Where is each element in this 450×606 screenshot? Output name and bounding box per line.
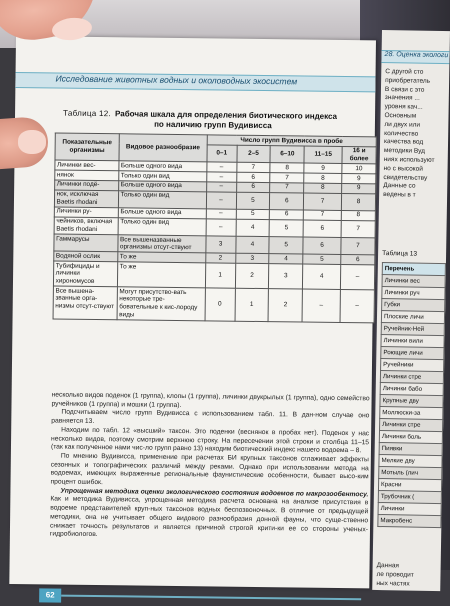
index-value-cell: 1 (205, 263, 235, 288)
text-line: Данные со (383, 182, 416, 190)
text-line: С другой сто (385, 68, 424, 76)
right-table-row (382, 287, 445, 300)
index-value-cell: 2 (205, 253, 235, 263)
index-value-cell: 6 (341, 255, 375, 265)
organism-cell: Тубифициды и личинки хирономусов (53, 261, 117, 287)
index-value-cell: 8 (341, 210, 375, 220)
index-value-cell: 7 (341, 238, 375, 256)
diversity-cell: То же (117, 262, 205, 288)
range-header: 6–10 (270, 145, 304, 163)
right-table-row (381, 311, 444, 324)
right-table-row (378, 503, 441, 516)
text-line: количество (384, 129, 419, 138)
page-number: 62 (39, 588, 61, 602)
index-value-cell: 6 (236, 172, 270, 182)
right-table-row (381, 347, 444, 360)
table-title (63, 109, 363, 133)
index-value-cell: 7 (303, 210, 341, 220)
right-table-row (382, 275, 445, 288)
right-table-cell: Личинки стре (380, 419, 443, 432)
index-value-cell: – (206, 182, 236, 192)
table-row (53, 286, 374, 322)
index-value-cell: 6 (270, 209, 304, 219)
right-table-row (380, 383, 443, 396)
right-table-title: Таблица 13 (382, 250, 418, 258)
organism-cell: Все вышена-званные орга-низмы отсут-ствуют (53, 286, 117, 319)
diversity-cell: Все вышеназванные организмы отсут-ствуют (118, 235, 206, 253)
paragraph: Подсчитываем число групп Вудивисса с использованием табл. 11. В дан-ном случае оно равняется 13. (51, 408, 370, 426)
right-table-row (380, 395, 443, 408)
right-table-cell: Моллюски-за (380, 407, 443, 420)
organism-cell: чейников, включая Baetis rhodani (54, 217, 118, 235)
index-value-cell: 6 (270, 192, 304, 210)
index-value-cell: 8 (270, 163, 304, 173)
index-value-cell: 7 (304, 193, 342, 211)
right-table-cell: Ручейники (381, 359, 444, 372)
diversity-cell: Только один вид (118, 190, 206, 208)
index-value-cell: 7 (236, 162, 270, 172)
left-book-page (9, 36, 376, 600)
text-line: Основным (384, 112, 417, 120)
organism-cell: Водяной ослик (54, 251, 118, 262)
text-line: приобретатель (385, 76, 431, 85)
index-value-cell: 7 (270, 173, 304, 183)
range-header: 0–1 (207, 145, 237, 163)
index-value-cell: – (302, 289, 340, 322)
text-line: ных частях (376, 579, 410, 588)
index-value-cell: – (206, 209, 236, 219)
paragraph: Находим по табл. 12 «высший» таксон. Это поденки (веснянок в пробах нет). Поденок у нас несколько видов, поэтому смотрим верхнюю строку. На пересечении этой строки и столбца 11–15 (так как полученное нами чис-ло групп равно 13) находим биотический индекс нашего водоема – 8. (50, 426, 370, 455)
index-value-cell: 8 (304, 173, 342, 183)
right-table-row (381, 323, 444, 336)
right-table-cell: Макробенс (378, 515, 441, 528)
index-value-cell: – (340, 290, 374, 323)
organism-cell: нок, исключая Baetis rhodani (54, 189, 118, 207)
diversity-cell: Больше одного вида (118, 208, 206, 219)
col-head-groups: Число групп Вудивисса в пробе (207, 135, 376, 147)
index-value-cell: 6 (303, 220, 341, 238)
index-value-cell: 9 (342, 183, 376, 193)
text-line: уровня кач... (384, 103, 423, 111)
right-table-cell: Мелкие дву (379, 455, 442, 468)
right-table-row (378, 515, 441, 528)
right-table-row (380, 419, 443, 432)
range-header: 16 и более (342, 146, 376, 164)
index-value-cell: – (206, 191, 236, 209)
text-line: ведены в т (383, 191, 416, 199)
right-table-row (379, 467, 442, 480)
right-table-cell: Ручейник-Ней (381, 323, 444, 336)
right-table-row (382, 299, 445, 312)
index-value-cell: 4 (303, 264, 341, 289)
index-value-cell: 6 (236, 182, 270, 192)
right-table-row (378, 479, 441, 492)
text-line: качества вод (383, 138, 424, 147)
index-value-cell: – (207, 162, 237, 172)
organism-cell: нянок (55, 170, 119, 181)
text-line: свидетельству (383, 173, 428, 182)
index-value-cell: 7 (341, 220, 375, 238)
right-table-cell: Личинки вес (382, 275, 445, 288)
text-line: В связи с это (384, 85, 425, 94)
right-table-cell: Личинки бабо (380, 383, 443, 396)
index-value-cell: 9 (304, 163, 342, 173)
index-value-cell: 5 (236, 209, 270, 219)
index-value-cell: 5 (269, 237, 303, 255)
section-heading: Упрощенная методика оценки экологического состояния водоемов по макрозообентосу. (60, 487, 369, 499)
col-head-organisms: Показательные организмы (55, 133, 119, 161)
text-line: значения ... (384, 94, 420, 103)
text-line: ле проводит (376, 570, 414, 579)
index-value-cell: 4 (236, 219, 270, 237)
paragraph (50, 487, 369, 543)
index-value-cell: 2 (268, 289, 302, 322)
text-line: методики Вуд (383, 147, 425, 155)
table-subtitle: по наличию групп Вудивисса (154, 119, 272, 131)
index-value-cell: 10 (342, 164, 376, 174)
right-table-row (381, 335, 444, 348)
right-section-header: 28. Оценка экологи (384, 51, 449, 60)
organism-cell: Личинки подё- (55, 180, 119, 191)
fingernail-side (18, 130, 46, 154)
col-head-diversity: Видовое разнообразие (119, 134, 207, 162)
right-tail-text (376, 562, 440, 590)
right-table-cell: Плоские личи (381, 311, 444, 324)
right-table-cell: Личинки руч (382, 287, 445, 300)
table-row (53, 261, 374, 290)
index-value-cell: 5 (236, 192, 270, 210)
paragraph: несколько видов поденок (1 группа), клопы (1 группа), личинки двукрылых (1 группа), одно семейство ручейников (1 группа) и мошки (1 группа). (51, 391, 370, 409)
paragraph-text: Как и методика Вудивисса, упрощенная методика расчета основана на анализе присутствия в водоеме представителей круп-ных таксонов водных беспозвоночных. В отличие от предыдущей методики, она не учитывает общего видового разнообразия донной фауны, что суще-ственно снижает точность результатов и является причиной строгой крити-ки ее со стороны ученых-гидробиологов. (49, 495, 369, 539)
woodiwiss-table (53, 132, 377, 323)
right-table-cell: Личинки вили (381, 335, 444, 348)
right-table-cell: Личинки стре (380, 371, 443, 384)
diversity-cell: Только один вид (119, 171, 207, 182)
right-table-cell: Пиявки (379, 443, 442, 456)
index-value-cell: – (206, 172, 236, 182)
index-value-cell: 8 (341, 193, 375, 211)
diversity-cell: То же (118, 252, 206, 263)
text-line: ниях используют (383, 156, 435, 164)
right-table-row (380, 371, 443, 384)
paragraph: По мнению Вудивисса, применение при расчетах БИ крупных таксонов сглаживает эффекты сезонных и топографических различий между реками. Однако при использовании метода на водоемах, имеющих выраженные региональные фаунистические особенности, бывает высо-ким процент ошибок. (50, 452, 369, 487)
right-table-cell: Роющие личи (381, 347, 444, 360)
right-table-cell: Мотыль (лич (379, 467, 442, 480)
range-header: 2–5 (237, 145, 271, 163)
index-value-cell: 3 (269, 264, 303, 289)
index-value-cell: 5 (303, 254, 341, 264)
index-value-cell: 4 (269, 254, 303, 264)
right-table-cell: Трубочник ( (378, 491, 441, 504)
right-table-head: Перечень (382, 263, 445, 276)
right-table-row (379, 431, 442, 444)
organism-cell: Личинки ру- (54, 207, 118, 218)
right-table-cell: Крупные дву (380, 395, 443, 408)
section-header: Исследование животных водных и околоводных экосистем (55, 73, 298, 87)
right-table-row (379, 455, 442, 468)
right-table-cell: Губки (382, 299, 445, 312)
index-value-cell: 3 (235, 254, 269, 264)
right-body-text (383, 68, 449, 201)
right-table-cell: Личинки боль (379, 431, 442, 444)
text-line: Данная (376, 561, 400, 570)
right-table (377, 262, 446, 528)
index-value-cell: 2 (235, 263, 269, 288)
diversity-cell: Больше одного вида (119, 180, 207, 191)
right-table-cell: Личинки (378, 503, 441, 516)
range-header: 11–15 (304, 146, 342, 164)
index-value-cell: – (206, 218, 236, 236)
right-table-row (380, 407, 443, 420)
organism-cell: Гаммарусы (54, 234, 118, 252)
diversity-cell: Могут присутство-вать некоторые тре-бовательные к кис-лороду виды (117, 287, 205, 321)
right-book-page (372, 30, 450, 591)
table-label: Таблица 12. (63, 108, 112, 119)
diversity-cell: Только один вид (118, 217, 206, 235)
right-table-row (381, 359, 444, 372)
diversity-cell: Больше одного вида (119, 161, 207, 172)
index-value-cell: – (340, 265, 374, 290)
right-table-row (378, 491, 441, 504)
table-title-text: Рабочая шкала для определения биотического индекса (115, 109, 338, 121)
index-value-cell: 0 (205, 288, 235, 321)
index-value-cell: 3 (206, 236, 236, 254)
index-value-cell: 5 (269, 219, 303, 237)
index-value-cell: 6 (303, 237, 341, 255)
right-table-row (379, 443, 442, 456)
index-value-cell: 7 (270, 182, 304, 192)
index-value-cell: 1 (235, 288, 269, 321)
right-table-cell: Красни (378, 479, 441, 492)
text-line: ли двух или (384, 120, 421, 129)
index-value-cell: 4 (235, 236, 269, 254)
organism-cell: Личинки вес- (55, 160, 119, 171)
index-value-cell: 9 (342, 173, 376, 183)
text-line: но с высокой (383, 164, 423, 173)
index-value-cell: 8 (304, 183, 342, 193)
body-text (50, 391, 370, 543)
